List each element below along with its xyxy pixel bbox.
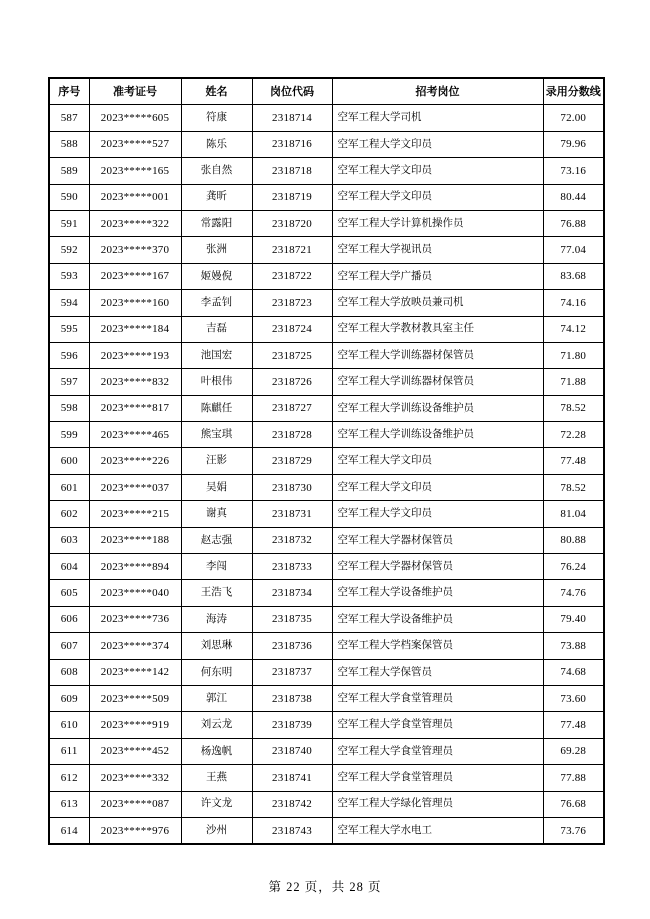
cell-position: 空军工程大学文印员 [332,474,543,500]
table-row [49,685,604,711]
cell-name: 池国宏 [181,342,252,368]
cell-ticket: 2023*****142 [89,659,181,685]
cell-position: 空军工程大学计算机操作员 [332,210,543,236]
cell-position: 空军工程大学文印员 [332,131,543,157]
cell-name: 王浩飞 [181,580,252,606]
cell-name: 汪影 [181,448,252,474]
cell-name: 符康 [181,105,252,131]
cell-code: 2318720 [252,210,332,236]
cell-score: 78.52 [543,395,604,421]
cell-position: 空军工程大学食堂管理员 [332,685,543,711]
cell-score: 72.28 [543,422,604,448]
cell-serial: 594 [49,290,89,316]
cell-code: 2318733 [252,554,332,580]
cell-name: 何东明 [181,659,252,685]
cell-ticket: 2023*****509 [89,685,181,711]
cell-score: 78.52 [543,474,604,500]
cell-score: 79.40 [543,606,604,632]
cell-serial: 606 [49,606,89,632]
page-indicator: 第 22 页，共 28 页 [268,880,382,894]
cell-name: 王燕 [181,765,252,791]
cell-name: 刘云龙 [181,712,252,738]
cell-code: 2318741 [252,765,332,791]
cell-code: 2318723 [252,290,332,316]
cell-name: 许文龙 [181,791,252,817]
column-header-code: 岗位代码 [252,78,332,105]
cell-serial: 603 [49,527,89,553]
table-row [49,791,604,817]
cell-name: 熊宝琪 [181,422,252,448]
cell-name: 陈乐 [181,131,252,157]
cell-serial: 613 [49,791,89,817]
cell-serial: 605 [49,580,89,606]
cell-score: 83.68 [543,263,604,289]
cell-code: 2318735 [252,606,332,632]
cell-name: 陈麒任 [181,395,252,421]
cell-name: 杨逸帆 [181,738,252,764]
cell-code: 2318743 [252,817,332,844]
column-header-name: 姓名 [181,78,252,105]
cell-position: 空军工程大学训练器材保管员 [332,369,543,395]
cell-position: 空军工程大学文印员 [332,184,543,210]
cell-position: 空军工程大学档案保管员 [332,633,543,659]
cell-serial: 598 [49,395,89,421]
cell-code: 2318718 [252,158,332,184]
cell-position: 空军工程大学文印员 [332,501,543,527]
cell-ticket: 2023*****001 [89,184,181,210]
table-row [49,633,604,659]
cell-ticket: 2023*****087 [89,791,181,817]
cell-name: 吉磊 [181,316,252,342]
cell-serial: 596 [49,342,89,368]
cell-ticket: 2023*****165 [89,158,181,184]
table-row [49,448,604,474]
cell-position: 空军工程大学设备维护员 [332,580,543,606]
cell-name: 姬嫚倪 [181,263,252,289]
cell-ticket: 2023*****332 [89,765,181,791]
cell-position: 空军工程大学食堂管理员 [332,765,543,791]
cell-position: 空军工程大学绿化管理员 [332,791,543,817]
cell-score: 80.44 [543,184,604,210]
cell-score: 76.88 [543,210,604,236]
cell-code: 2318734 [252,580,332,606]
cell-code: 2318726 [252,369,332,395]
cell-score: 74.76 [543,580,604,606]
table-row [49,765,604,791]
cell-serial: 589 [49,158,89,184]
cell-name: 李孟钊 [181,290,252,316]
cell-score: 74.16 [543,290,604,316]
cell-code: 2318736 [252,633,332,659]
table-row [49,158,604,184]
cell-score: 71.80 [543,342,604,368]
cell-serial: 602 [49,501,89,527]
cell-name: 郭江 [181,685,252,711]
cell-score: 74.12 [543,316,604,342]
cell-serial: 611 [49,738,89,764]
cell-ticket: 2023*****605 [89,105,181,131]
cell-serial: 607 [49,633,89,659]
cell-code: 2318732 [252,527,332,553]
cell-position: 空军工程大学广播员 [332,263,543,289]
cell-position: 空军工程大学保管员 [332,659,543,685]
cell-code: 2318728 [252,422,332,448]
cell-name: 海涛 [181,606,252,632]
cell-position: 空军工程大学食堂管理员 [332,738,543,764]
table-row [49,738,604,764]
cell-ticket: 2023*****193 [89,342,181,368]
cell-score: 74.68 [543,659,604,685]
cell-position: 空军工程大学训练器材保管员 [332,342,543,368]
cell-ticket: 2023*****184 [89,316,181,342]
table-row [49,422,604,448]
cell-name: 叶根伟 [181,369,252,395]
cell-ticket: 2023*****374 [89,633,181,659]
cell-code: 2318721 [252,237,332,263]
cell-position: 空军工程大学文印员 [332,158,543,184]
cell-ticket: 2023*****370 [89,237,181,263]
cell-code: 2318730 [252,474,332,500]
cell-score: 77.04 [543,237,604,263]
column-header-position: 招考岗位 [332,78,543,105]
table-row [49,316,604,342]
cell-code: 2318727 [252,395,332,421]
table-row [49,237,604,263]
table-row [49,263,604,289]
cell-ticket: 2023*****832 [89,369,181,395]
cell-ticket: 2023*****322 [89,210,181,236]
table-row [49,501,604,527]
cell-score: 73.76 [543,817,604,844]
cell-ticket: 2023*****736 [89,606,181,632]
cell-code: 2318724 [252,316,332,342]
cell-position: 空军工程大学食堂管理员 [332,712,543,738]
table-row [49,659,604,685]
cell-ticket: 2023*****167 [89,263,181,289]
table-row [49,580,604,606]
cell-serial: 614 [49,817,89,844]
cell-position: 空军工程大学器材保管员 [332,527,543,553]
cell-code: 2318737 [252,659,332,685]
table-row [49,554,604,580]
cell-position: 空军工程大学训练设备维护员 [332,395,543,421]
table-row [49,712,604,738]
column-header-score: 录用分数线 [543,78,604,105]
cell-serial: 604 [49,554,89,580]
cell-ticket: 2023*****215 [89,501,181,527]
cell-code: 2318729 [252,448,332,474]
cell-ticket: 2023*****919 [89,712,181,738]
table-row [49,342,604,368]
cell-score: 79.96 [543,131,604,157]
cell-code: 2318719 [252,184,332,210]
cell-score: 81.04 [543,501,604,527]
cell-score: 77.88 [543,765,604,791]
table-row [49,105,604,131]
cell-ticket: 2023*****188 [89,527,181,553]
cell-name: 张自然 [181,158,252,184]
cell-ticket: 2023*****527 [89,131,181,157]
table-row [49,184,604,210]
cell-score: 73.16 [543,158,604,184]
table-row [49,527,604,553]
cell-score: 69.28 [543,738,604,764]
cell-ticket: 2023*****040 [89,580,181,606]
table-row [49,395,604,421]
cell-ticket: 2023*****452 [89,738,181,764]
cell-score: 77.48 [543,448,604,474]
cell-name: 赵志强 [181,527,252,553]
cell-serial: 601 [49,474,89,500]
cell-position: 空军工程大学设备维护员 [332,606,543,632]
table-body [49,105,604,844]
cell-name: 李闯 [181,554,252,580]
cell-score: 73.88 [543,633,604,659]
cell-code: 2318716 [252,131,332,157]
cell-serial: 610 [49,712,89,738]
table-header-row [49,78,604,105]
table-row [49,817,604,844]
table-row [49,369,604,395]
cell-serial: 600 [49,448,89,474]
cell-score: 76.68 [543,791,604,817]
table-row [49,131,604,157]
cell-ticket: 2023*****160 [89,290,181,316]
cell-ticket: 2023*****465 [89,422,181,448]
cell-score: 71.88 [543,369,604,395]
cell-name: 吴娟 [181,474,252,500]
cell-serial: 592 [49,237,89,263]
cell-code: 2318714 [252,105,332,131]
cell-score: 72.00 [543,105,604,131]
admission-score-table [48,77,605,845]
cell-name: 张洲 [181,237,252,263]
cell-serial: 612 [49,765,89,791]
table-row [49,606,604,632]
cell-ticket: 2023*****037 [89,474,181,500]
cell-position: 空军工程大学视讯员 [332,237,543,263]
cell-serial: 608 [49,659,89,685]
cell-position: 空军工程大学放映员兼司机 [332,290,543,316]
cell-position: 空军工程大学文印员 [332,448,543,474]
cell-code: 2318740 [252,738,332,764]
cell-name: 刘思琳 [181,633,252,659]
cell-position: 空军工程大学器材保管员 [332,554,543,580]
cell-serial: 590 [49,184,89,210]
cell-score: 80.88 [543,527,604,553]
cell-serial: 587 [49,105,89,131]
cell-position: 空军工程大学训练设备维护员 [332,422,543,448]
cell-serial: 591 [49,210,89,236]
table-row [49,210,604,236]
cell-score: 73.60 [543,685,604,711]
table-row [49,290,604,316]
cell-ticket: 2023*****894 [89,554,181,580]
cell-code: 2318739 [252,712,332,738]
cell-serial: 609 [49,685,89,711]
cell-position: 空军工程大学教材教具室主任 [332,316,543,342]
cell-serial: 588 [49,131,89,157]
cell-code: 2318738 [252,685,332,711]
cell-ticket: 2023*****976 [89,817,181,844]
cell-ticket: 2023*****226 [89,448,181,474]
cell-name: 龚昕 [181,184,252,210]
cell-position: 空军工程大学司机 [332,105,543,131]
cell-code: 2318725 [252,342,332,368]
cell-position: 空军工程大学水电工 [332,817,543,844]
cell-code: 2318731 [252,501,332,527]
cell-ticket: 2023*****817 [89,395,181,421]
cell-name: 常露阳 [181,210,252,236]
cell-code: 2318742 [252,791,332,817]
column-header-serial: 序号 [49,78,89,105]
cell-code: 2318722 [252,263,332,289]
cell-score: 77.48 [543,712,604,738]
cell-name: 沙州 [181,817,252,844]
cell-serial: 595 [49,316,89,342]
table-row [49,474,604,500]
cell-serial: 597 [49,369,89,395]
column-header-ticket: 准考证号 [89,78,181,105]
cell-score: 76.24 [543,554,604,580]
cell-name: 谢真 [181,501,252,527]
cell-serial: 599 [49,422,89,448]
cell-serial: 593 [49,263,89,289]
